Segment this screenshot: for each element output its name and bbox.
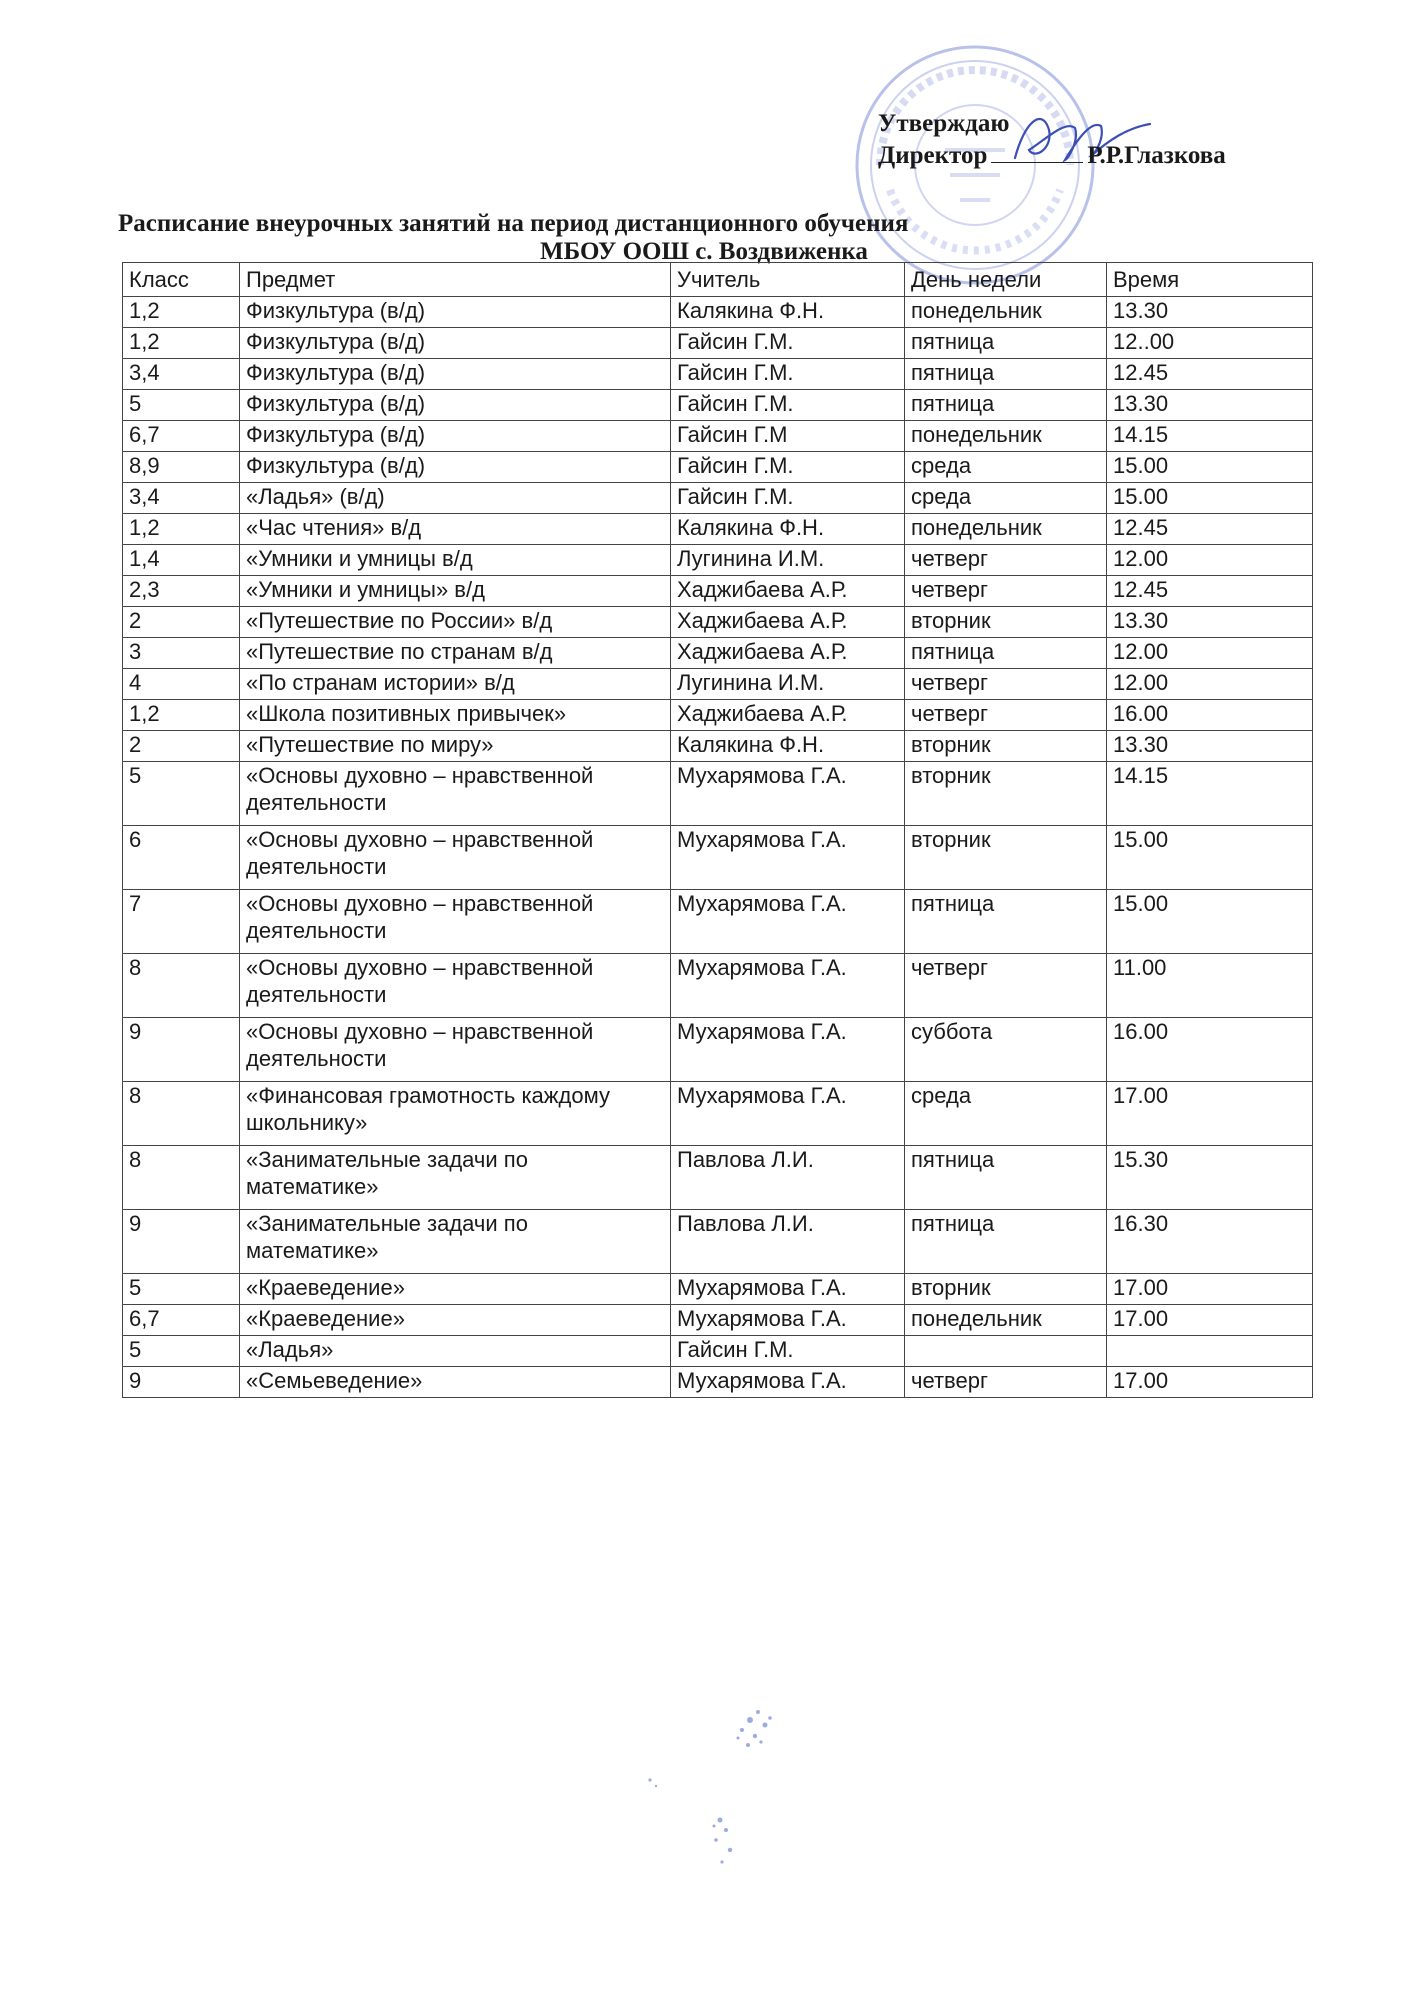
cell-day: вторник — [905, 762, 1107, 826]
table-row — [123, 1305, 1313, 1336]
director-title: Директор — [878, 142, 988, 169]
cell-subject: «Финансовая грамотность каждому школьнику» — [240, 1082, 671, 1146]
table-row — [123, 545, 1313, 576]
cell-day: среда — [905, 452, 1107, 483]
cell-teacher: Хаджибаева А.Р. — [671, 607, 905, 638]
cell-subject: «Занимательные задачи по математике» — [240, 1210, 671, 1274]
title-line-1: Расписание внеурочных занятий на период дистанционного обучения — [118, 210, 909, 237]
cell-day: четверг — [905, 545, 1107, 576]
cell-class: 8 — [123, 954, 240, 1018]
cell-subject: «Путешествие по России» в/д — [240, 607, 671, 638]
table-row — [123, 700, 1313, 731]
cell-class: 1,4 — [123, 545, 240, 576]
title-line-2: МБОУ ООШ с. Воздвиженка — [540, 238, 868, 265]
header-class: Класс — [123, 263, 240, 297]
table-row — [123, 421, 1313, 452]
table-row — [123, 1146, 1313, 1210]
table-row — [123, 483, 1313, 514]
cell-class: 6,7 — [123, 421, 240, 452]
cell-time: 12.45 — [1107, 576, 1313, 607]
cell-day: пятница — [905, 1210, 1107, 1274]
cell-teacher: Гайсин Г.М. — [671, 1336, 905, 1367]
cell-time: 14.15 — [1107, 421, 1313, 452]
cell-teacher: Калякина Ф.Н. — [671, 514, 905, 545]
cell-time: 15.00 — [1107, 826, 1313, 890]
cell-subject: Физкультура (в/д) — [240, 452, 671, 483]
schedule-rows — [123, 297, 1313, 1398]
cell-teacher: Мухарямова Г.А. — [671, 1274, 905, 1305]
cell-subject: Физкультура (в/д) — [240, 359, 671, 390]
cell-subject: «Школа позитивных привычек» — [240, 700, 671, 731]
header-time: Время — [1107, 263, 1313, 297]
table-row — [123, 576, 1313, 607]
cell-subject: Физкультура (в/д) — [240, 328, 671, 359]
table-row — [123, 731, 1313, 762]
cell-teacher: Мухарямова Г.А. — [671, 1367, 905, 1398]
cell-subject: «Краеведение» — [240, 1305, 671, 1336]
cell-subject: «Путешествие по миру» — [240, 731, 671, 762]
cell-subject: «Умники и умницы в/д — [240, 545, 671, 576]
cell-day: понедельник — [905, 514, 1107, 545]
table-row — [123, 1367, 1313, 1398]
cell-class: 1,2 — [123, 297, 240, 328]
cell-class: 3 — [123, 638, 240, 669]
cell-time: 11.00 — [1107, 954, 1313, 1018]
cell-day: понедельник — [905, 421, 1107, 452]
cell-class: 9 — [123, 1367, 240, 1398]
cell-class: 4 — [123, 669, 240, 700]
cell-teacher: Гайсин Г.М — [671, 421, 905, 452]
cell-day: пятница — [905, 1146, 1107, 1210]
cell-day: вторник — [905, 826, 1107, 890]
ink-spray-marks — [620, 1690, 820, 1890]
cell-day: пятница — [905, 890, 1107, 954]
table-row — [123, 328, 1313, 359]
table-row — [123, 1082, 1313, 1146]
cell-time: 12.00 — [1107, 669, 1313, 700]
cell-teacher: Лугинина И.М. — [671, 669, 905, 700]
cell-class: 7 — [123, 890, 240, 954]
cell-day: четверг — [905, 576, 1107, 607]
header-subject: Предмет — [240, 263, 671, 297]
schedule-table — [122, 262, 1313, 1398]
cell-day: пятница — [905, 390, 1107, 421]
cell-subject: Физкультура (в/д) — [240, 297, 671, 328]
cell-day: вторник — [905, 1274, 1107, 1305]
cell-time: 15.30 — [1107, 1146, 1313, 1210]
cell-class: 1,2 — [123, 700, 240, 731]
cell-subject: «Краеведение» — [240, 1274, 671, 1305]
cell-day: пятница — [905, 638, 1107, 669]
cell-teacher: Гайсин Г.М. — [671, 390, 905, 421]
cell-day: среда — [905, 1082, 1107, 1146]
cell-day: понедельник — [905, 297, 1107, 328]
cell-class: 1,2 — [123, 328, 240, 359]
header-day: День недели — [905, 263, 1107, 297]
cell-class: 8,9 — [123, 452, 240, 483]
cell-subject: «Основы духовно – нравственной деятельности — [240, 890, 671, 954]
cell-teacher: Мухарямова Г.А. — [671, 1018, 905, 1082]
cell-class: 9 — [123, 1018, 240, 1082]
cell-time: 17.00 — [1107, 1305, 1313, 1336]
cell-day: вторник — [905, 607, 1107, 638]
cell-subject: Физкультура (в/д) — [240, 390, 671, 421]
cell-subject: «Умники и умницы» в/д — [240, 576, 671, 607]
director-name: Р.Р.Глазкова — [1087, 142, 1226, 169]
cell-time: 13.30 — [1107, 731, 1313, 762]
cell-day: среда — [905, 483, 1107, 514]
table-row — [123, 1274, 1313, 1305]
cell-day: пятница — [905, 328, 1107, 359]
cell-time: 15.00 — [1107, 452, 1313, 483]
cell-subject: «Основы духовно – нравственной деятельности — [240, 762, 671, 826]
cell-class: 8 — [123, 1146, 240, 1210]
table-row — [123, 390, 1313, 421]
cell-day: суббота — [905, 1018, 1107, 1082]
cell-class: 2 — [123, 731, 240, 762]
approval-director-line — [878, 140, 1226, 172]
cell-day: четверг — [905, 700, 1107, 731]
cell-class: 1,2 — [123, 514, 240, 545]
cell-time: 13.30 — [1107, 607, 1313, 638]
cell-subject: «Основы духовно – нравственной деятельности — [240, 826, 671, 890]
cell-subject: «Основы духовно – нравственной деятельности — [240, 1018, 671, 1082]
table-row — [123, 452, 1313, 483]
cell-time: 16.30 — [1107, 1210, 1313, 1274]
cell-day: четверг — [905, 1367, 1107, 1398]
cell-time: 16.00 — [1107, 700, 1313, 731]
cell-time: 12.00 — [1107, 545, 1313, 576]
approval-heading: Утверждаю — [878, 110, 1010, 137]
cell-teacher: Хаджибаева А.Р. — [671, 700, 905, 731]
cell-time: 17.00 — [1107, 1274, 1313, 1305]
cell-class: 5 — [123, 1336, 240, 1367]
cell-day: четверг — [905, 669, 1107, 700]
table-row — [123, 607, 1313, 638]
cell-subject: «Ладья» (в/д) — [240, 483, 671, 514]
cell-subject: Физкультура (в/д) — [240, 421, 671, 452]
table-row — [123, 1210, 1313, 1274]
cell-teacher: Гайсин Г.М. — [671, 452, 905, 483]
cell-time: 17.00 — [1107, 1367, 1313, 1398]
cell-time: 13.30 — [1107, 297, 1313, 328]
cell-subject: «По странам истории» в/д — [240, 669, 671, 700]
cell-teacher: Калякина Ф.Н. — [671, 731, 905, 762]
cell-class: 2 — [123, 607, 240, 638]
table-row — [123, 669, 1313, 700]
cell-day: четверг — [905, 954, 1107, 1018]
cell-teacher: Хаджибаева А.Р. — [671, 638, 905, 669]
cell-teacher: Мухарямова Г.А. — [671, 954, 905, 1018]
signature-line — [991, 140, 1083, 163]
table-header-row — [123, 263, 1313, 297]
cell-time: 17.00 — [1107, 1082, 1313, 1146]
cell-teacher: Калякина Ф.Н. — [671, 297, 905, 328]
table-row — [123, 1336, 1313, 1367]
cell-teacher: Мухарямова Г.А. — [671, 1305, 905, 1336]
cell-teacher: Гайсин Г.М. — [671, 483, 905, 514]
cell-teacher: Гайсин Г.М. — [671, 359, 905, 390]
cell-class: 5 — [123, 1274, 240, 1305]
cell-time: 16.00 — [1107, 1018, 1313, 1082]
table-row — [123, 514, 1313, 545]
cell-teacher: Мухарямова Г.А. — [671, 762, 905, 826]
cell-class: 5 — [123, 762, 240, 826]
table-row — [123, 890, 1313, 954]
table-row — [123, 826, 1313, 890]
table-row — [123, 762, 1313, 826]
cell-subject: «Семьеведение» — [240, 1367, 671, 1398]
cell-teacher: Мухарямова Г.А. — [671, 890, 905, 954]
cell-time: 12.45 — [1107, 359, 1313, 390]
cell-subject: «Занимательные задачи по математике» — [240, 1146, 671, 1210]
cell-teacher: Хаджибаева А.Р. — [671, 576, 905, 607]
table-row — [123, 359, 1313, 390]
cell-teacher: Лугинина И.М. — [671, 545, 905, 576]
cell-day: понедельник — [905, 1305, 1107, 1336]
cell-class: 5 — [123, 390, 240, 421]
cell-teacher: Гайсин Г.М. — [671, 328, 905, 359]
table-row — [123, 638, 1313, 669]
cell-subject: «Основы духовно – нравственной деятельности — [240, 954, 671, 1018]
cell-class: 8 — [123, 1082, 240, 1146]
cell-time: 14.15 — [1107, 762, 1313, 826]
cell-time: 12.00 — [1107, 638, 1313, 669]
cell-teacher: Павлова Л.И. — [671, 1146, 905, 1210]
table-row — [123, 954, 1313, 1018]
cell-class: 6,7 — [123, 1305, 240, 1336]
cell-day: пятница — [905, 359, 1107, 390]
cell-class: 3,4 — [123, 359, 240, 390]
cell-class: 3,4 — [123, 483, 240, 514]
header-teacher: Учитель — [671, 263, 905, 297]
cell-time: 12.45 — [1107, 514, 1313, 545]
cell-time: 13.30 — [1107, 390, 1313, 421]
cell-subject: «Ладья» — [240, 1336, 671, 1367]
cell-subject: «Путешествие по странам в/д — [240, 638, 671, 669]
cell-time: 12..00 — [1107, 328, 1313, 359]
approval-block — [878, 108, 1226, 172]
table-row — [123, 297, 1313, 328]
cell-teacher: Мухарямова Г.А. — [671, 826, 905, 890]
table-row — [123, 1018, 1313, 1082]
cell-teacher: Мухарямова Г.А. — [671, 1082, 905, 1146]
cell-subject: «Час чтения» в/д — [240, 514, 671, 545]
cell-time — [1107, 1336, 1313, 1367]
cell-day — [905, 1336, 1107, 1367]
cell-time: 15.00 — [1107, 890, 1313, 954]
cell-class: 2,3 — [123, 576, 240, 607]
cell-day: вторник — [905, 731, 1107, 762]
cell-time: 15.00 — [1107, 483, 1313, 514]
cell-teacher: Павлова Л.И. — [671, 1210, 905, 1274]
cell-class: 6 — [123, 826, 240, 890]
cell-class: 9 — [123, 1210, 240, 1274]
